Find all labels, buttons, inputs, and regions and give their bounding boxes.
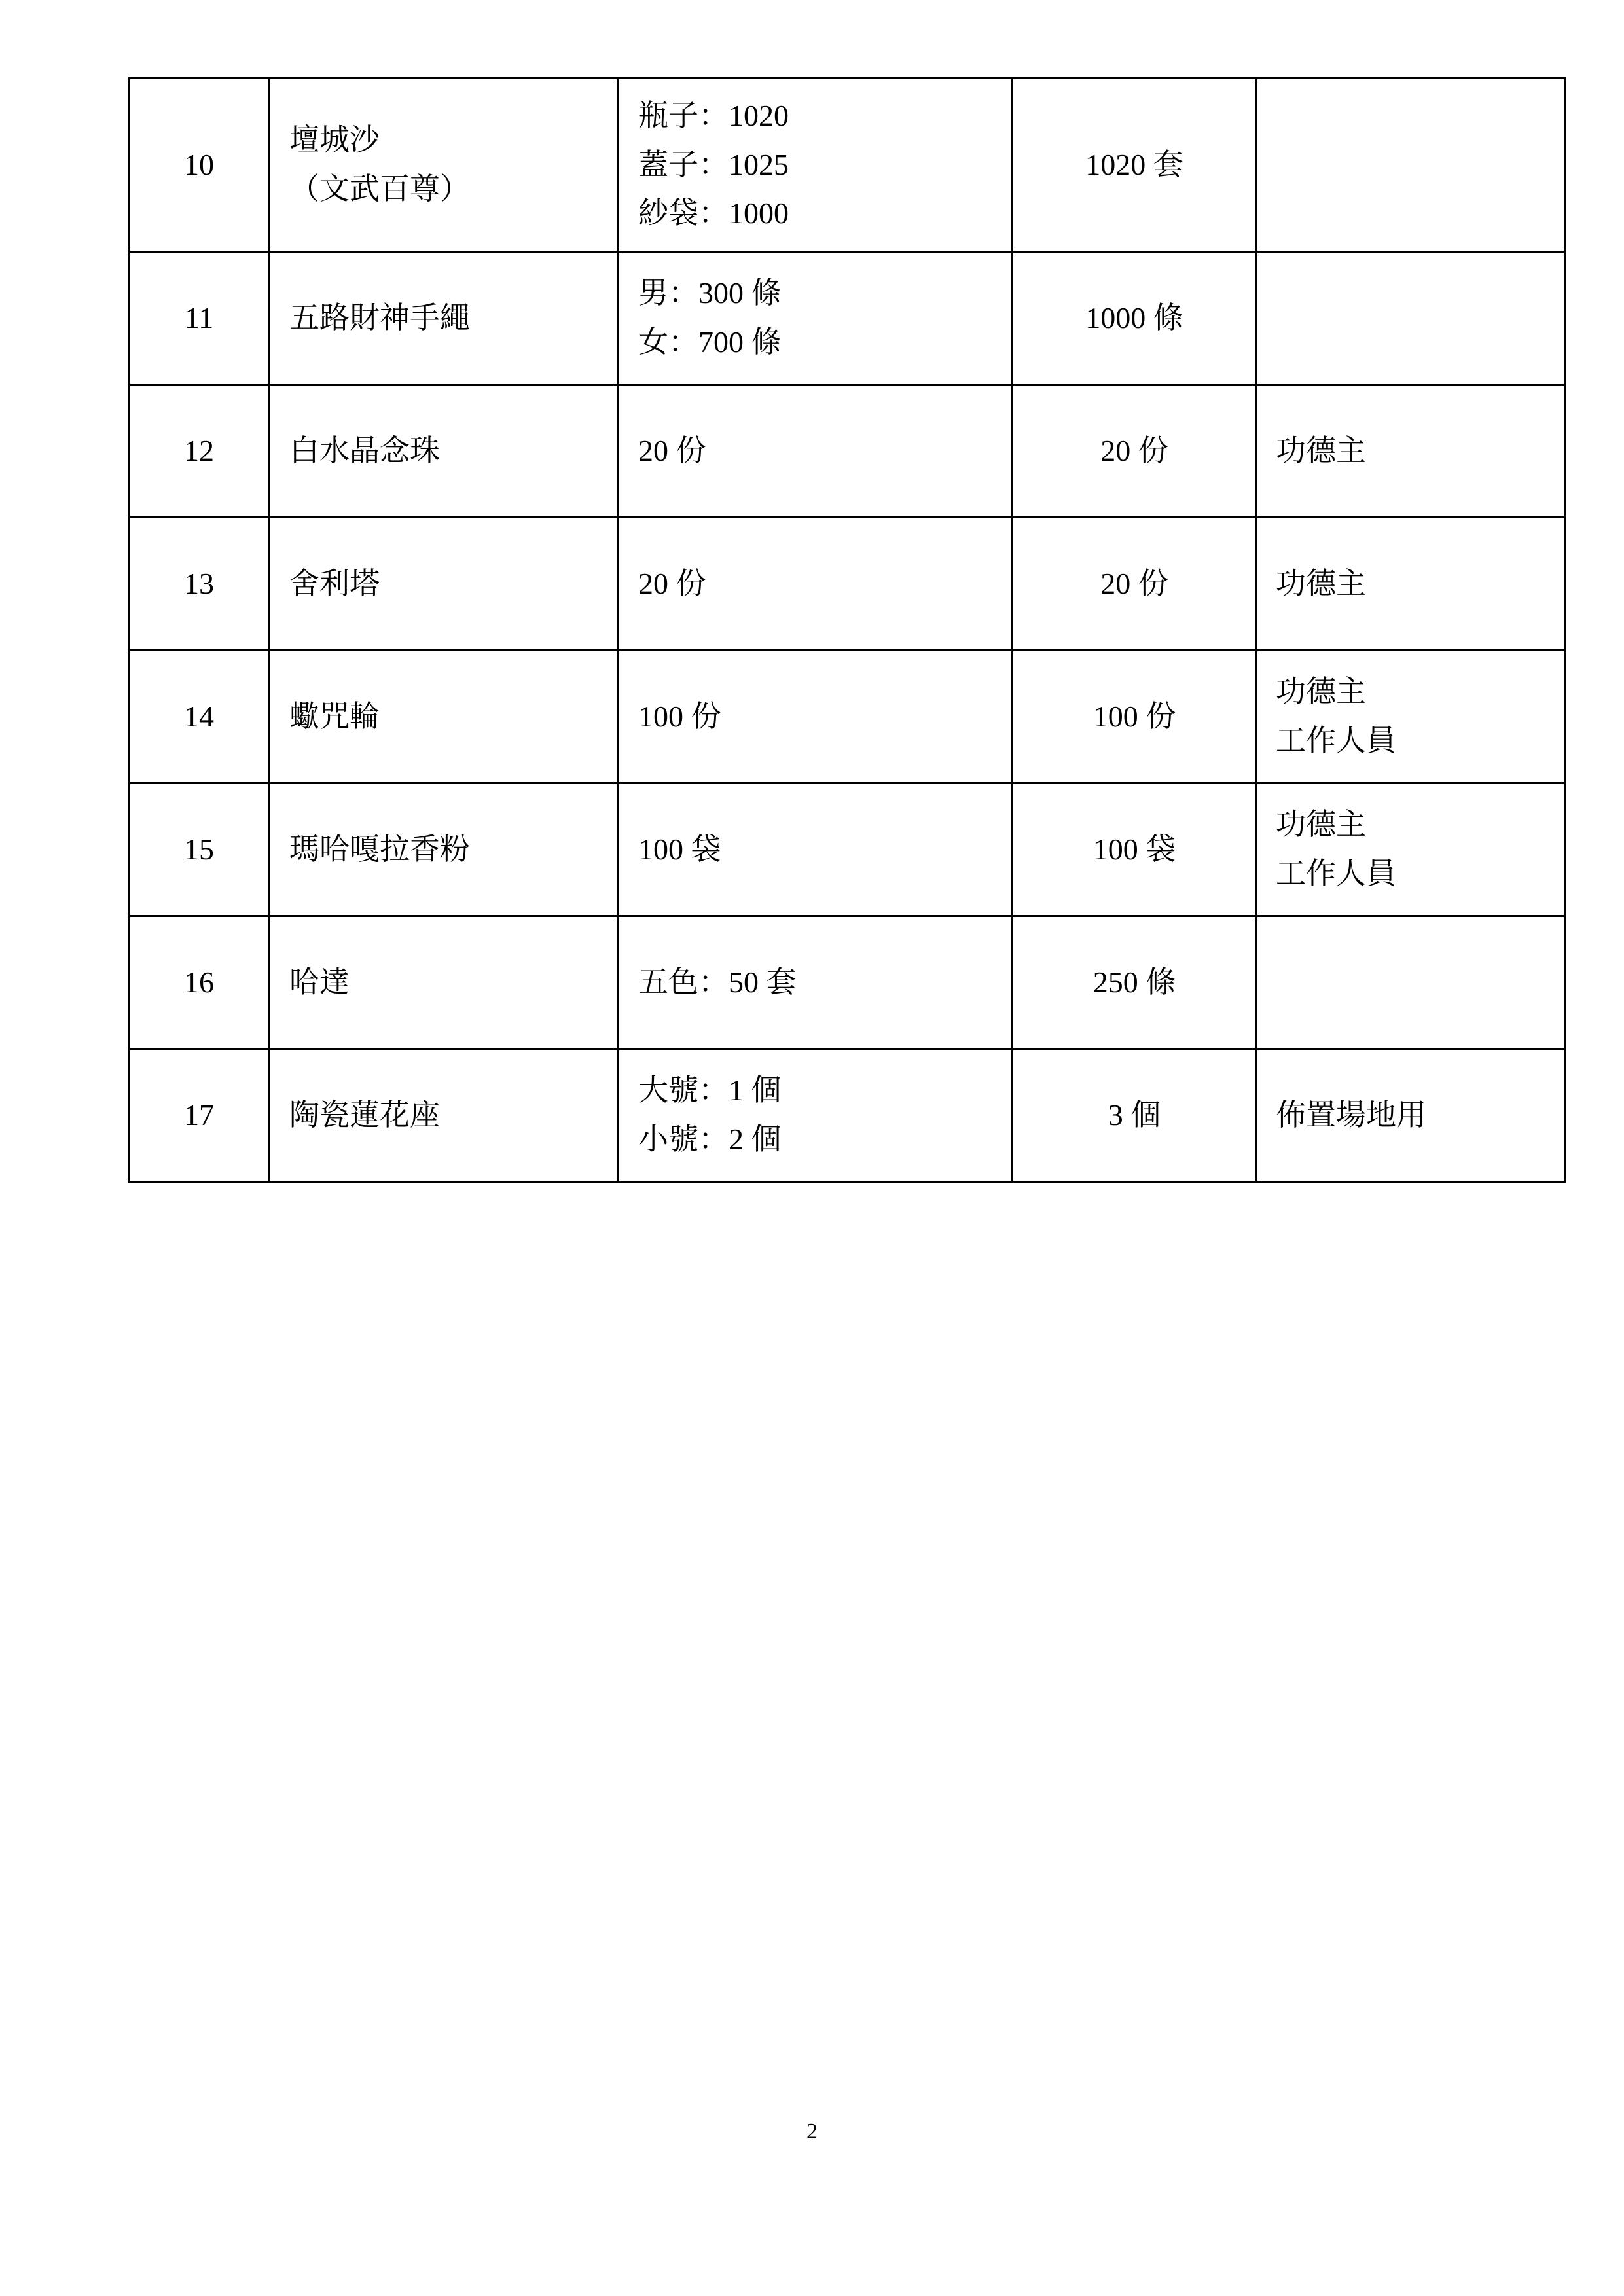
row-note-line-1: 功德主 [1276,808,1366,842]
row-spec-cell [618,1049,1013,1182]
row-number: 11 [184,300,214,334]
row-spec-cell [618,916,1013,1049]
row-spec-cell [618,651,1013,783]
row-note-cell [1257,518,1565,651]
row-number-cell [130,252,269,385]
row-note-cell [1257,252,1565,385]
row-total-line-1: 1020 套 [1085,147,1183,181]
row-number-cell [130,79,269,252]
items-table [128,77,1566,1183]
row-total-line-1: 20 份 [1100,566,1168,600]
row-spec-line-1: 20 份 [638,566,706,600]
row-total-cell [1013,252,1257,385]
table-row [130,783,1565,916]
items-table-container [128,77,1496,1183]
row-note-cell [1257,385,1565,518]
row-number: 13 [184,566,214,600]
row-total-line-1: 100 袋 [1092,832,1176,866]
items-table-body [130,79,1565,1182]
table-row [130,1049,1565,1182]
row-spec-line-1: 100 袋 [638,832,721,866]
row-number-cell [130,518,269,651]
row-spec-line-2: 蓋子：1025 [638,147,789,181]
table-row [130,518,1565,651]
row-note-cell [1257,79,1565,252]
row-total-cell [1013,385,1257,518]
row-total-cell [1013,1049,1257,1182]
row-spec-line-1: 男：300 條 [638,276,782,310]
row-number: 17 [184,1098,214,1132]
row-number-cell [130,783,269,916]
row-name-line-1: 瑪哈嘎拉香粉 [289,832,470,866]
row-total-cell [1013,518,1257,651]
row-number-cell [130,916,269,1049]
row-note-cell [1257,916,1565,1049]
row-name-cell [269,385,618,518]
row-spec-line-1: 瓶子：1020 [638,99,789,133]
row-name-cell [269,518,618,651]
row-number: 10 [184,147,214,181]
row-spec-cell [618,783,1013,916]
row-total-line-1: 3 個 [1108,1098,1161,1132]
row-spec-line-1: 大號：1 個 [638,1073,782,1107]
row-total-cell [1013,783,1257,916]
row-note-line-2: 工作人員 [1276,857,1396,890]
row-note-cell [1257,1049,1565,1182]
row-spec-line-2: 女：700 條 [638,325,782,359]
row-name-cell [269,651,618,783]
row-name-cell [269,783,618,916]
row-total-cell [1013,79,1257,252]
table-row [130,79,1565,252]
row-note-line-1: 佈置場地用 [1276,1098,1426,1132]
row-spec-line-1: 100 份 [638,699,721,733]
row-number: 14 [184,699,214,733]
row-name-cell [269,916,618,1049]
row-note-cell [1257,651,1565,783]
row-name-cell [269,79,618,252]
row-name-line-1: 壇城沙 [289,123,380,157]
row-name-cell [269,252,618,385]
table-row [130,385,1565,518]
row-number-cell [130,651,269,783]
row-total-cell [1013,651,1257,783]
row-total-cell [1013,916,1257,1049]
row-number-cell [130,385,269,518]
row-spec-line-1: 20 份 [638,433,706,467]
table-row [130,252,1565,385]
row-note-cell [1257,783,1565,916]
row-number: 12 [184,433,214,467]
row-name-line-1: 哈達 [289,965,350,999]
row-total-line-1: 250 條 [1092,965,1176,999]
table-row [130,651,1565,783]
row-spec-line-2: 小號：2 個 [638,1122,782,1156]
row-note-line-1: 功德主 [1276,433,1366,467]
row-name-line-1: 陶瓷蓮花座 [289,1098,440,1132]
row-number: 15 [184,832,214,866]
row-note-line-1: 功德主 [1276,566,1366,600]
row-spec-cell [618,518,1013,651]
row-name-line-1: 五路財神手繩 [289,300,470,334]
row-total-line-1: 1000 條 [1085,300,1183,334]
row-spec-line-3: 紗袋：1000 [638,196,789,230]
table-row [130,916,1565,1049]
row-spec-cell [618,79,1013,252]
row-name-line-1: 白水晶念珠 [289,433,440,467]
row-spec-line-1: 五色：50 套 [638,965,797,999]
row-name-cell [269,1049,618,1182]
row-total-line-1: 20 份 [1100,433,1168,467]
row-name-line-1: 舍利塔 [289,566,380,600]
row-spec-cell [618,385,1013,518]
row-number-cell [130,1049,269,1182]
row-note-line-2: 工作人員 [1276,724,1396,757]
row-spec-cell [618,252,1013,385]
row-name-line-2: （文武百尊） [289,172,470,206]
page-number: 2 [806,2119,818,2144]
row-name-line-1: 蠍咒輪 [289,699,380,733]
row-number: 16 [184,965,214,999]
row-note-line-1: 功德主 [1276,675,1366,709]
row-total-line-1: 100 份 [1092,699,1176,733]
